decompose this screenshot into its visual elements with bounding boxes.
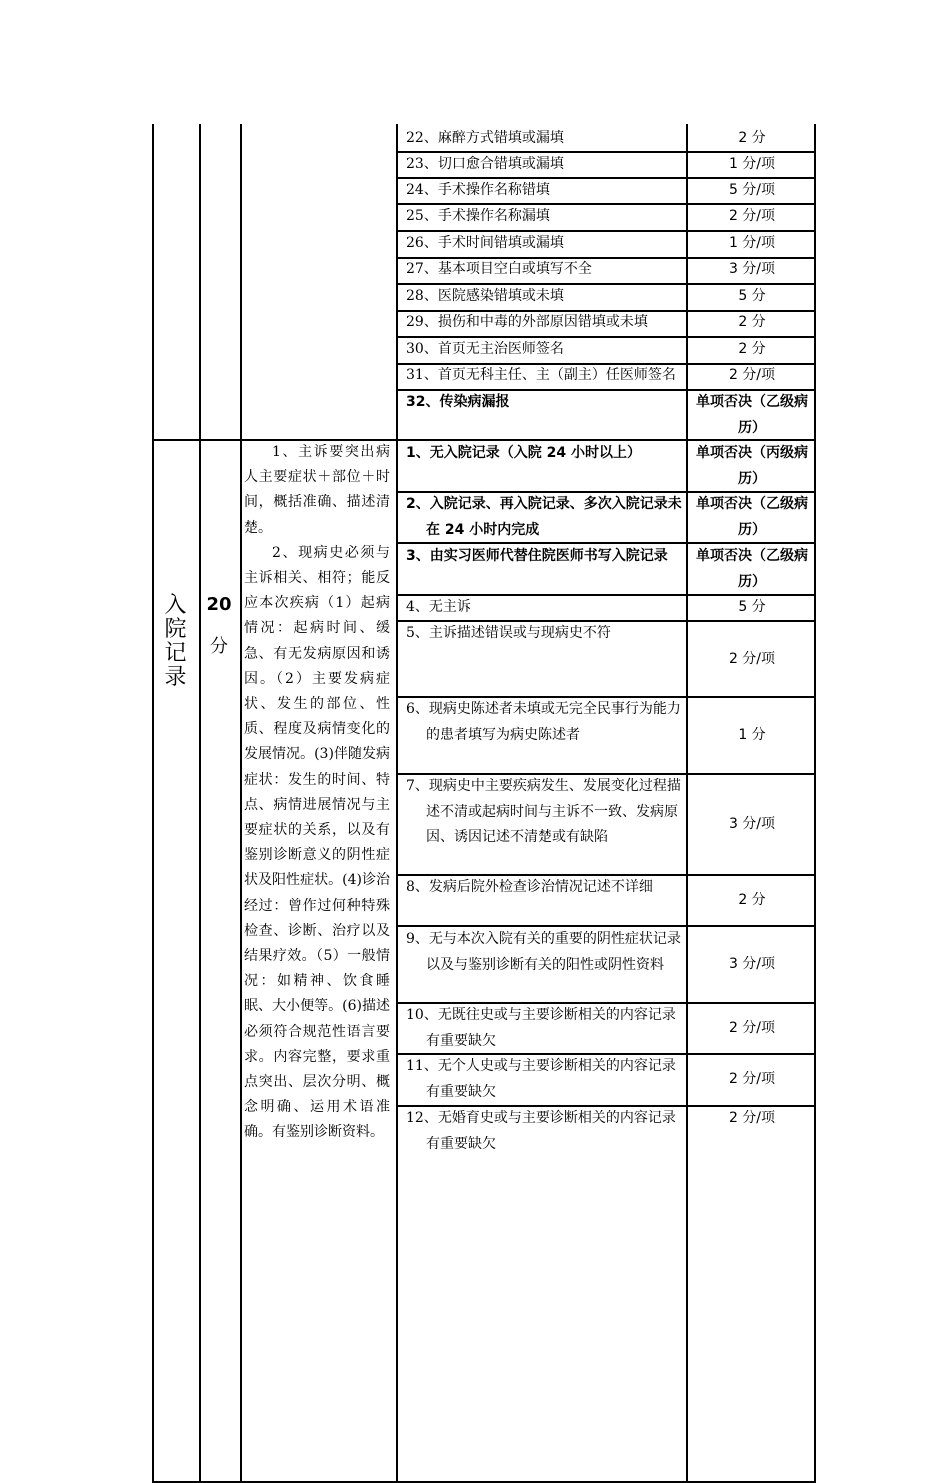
deduction-score: 2 分 xyxy=(738,130,766,146)
section-requirements xyxy=(244,440,390,1146)
deduction-item: 5、主诉描述错误或与现病史不符 xyxy=(406,625,611,641)
table-border-left xyxy=(152,124,154,1482)
deduction-score: 5 分 xyxy=(738,288,766,304)
deduction-item: 32、传染病漏报 xyxy=(406,394,510,410)
section-points-unit: 分 xyxy=(210,636,228,657)
deduction-score: 1 分 xyxy=(738,727,766,743)
deduction-score: 2 分/项 xyxy=(728,367,776,383)
deduction-item: 10、无既往史或与主要诊断相关的内容记录有重要缺欠 xyxy=(406,1007,676,1049)
deduction-score: 单项否决（乙级病历） xyxy=(696,394,808,436)
deduction-item: 6、现病史陈述者未填或无完全民事行为能力的患者填写为病史陈述者 xyxy=(406,701,681,743)
deduction-score: 2 分/项 xyxy=(728,651,776,667)
deduction-item: 22、麻醉方式错填或漏填 xyxy=(406,130,564,146)
table-divider xyxy=(396,124,398,1482)
deduction-item: 27、基本项目空白或填写不全 xyxy=(406,261,592,277)
deduction-item: 11、无个人史或与主要诊断相关的内容记录有重要缺欠 xyxy=(406,1058,676,1100)
table-divider xyxy=(199,124,201,1482)
deduction-score: 2 分/项 xyxy=(728,1110,776,1126)
scoring-table xyxy=(152,124,816,1482)
deduction-score: 单项否决（丙级病历） xyxy=(696,445,808,487)
deduction-item: 4、无主诉 xyxy=(406,599,471,615)
requirement-paragraph: 1、主诉要突出病人主要症状＋部位＋时间，概括准确、描述清楚。 xyxy=(244,444,390,536)
table-border-bottom xyxy=(152,1481,816,1483)
deduction-score: 2 分 xyxy=(738,341,766,357)
deduction-score: 单项否决（乙级病历） xyxy=(696,548,808,590)
table-divider xyxy=(240,124,242,1482)
deduction-item: 2、入院记录、再入院记录、多次入院记录未在 24 小时内完成 xyxy=(406,496,682,538)
deduction-item: 3、由实习医师代替住院医师书写入院记录 xyxy=(406,548,668,564)
deduction-score: 2 分/项 xyxy=(728,208,776,224)
deduction-score: 2 分 xyxy=(738,314,766,330)
deduction-item: 7、现病史中主要疾病发生、发展变化过程描述不清或起病时间与主诉不一致、发病原因、诱因记述不清楚或有缺陷 xyxy=(406,778,681,845)
deduction-score: 2 分/项 xyxy=(728,1020,776,1036)
deduction-item: 1、无入院记录（入院 24 小时以上） xyxy=(406,445,641,461)
deduction-item: 9、无与本次入院有关的重要的阴性症状记录以及与鉴别诊断有关的阳性或阴性资料 xyxy=(406,931,681,973)
deduction-item: 26、手术时间错填或漏填 xyxy=(406,235,564,251)
deduction-score: 5 分 xyxy=(738,599,766,615)
requirement-paragraph: 2、现病史必须与主诉相关、相符；能反应本次疾病（1）起病情况：起病时间、缓急、有无发病原因和诱因。（2）主要发病症状、发生的部位、性质、程度及病情变化的发展情况。(3)伴随发病症状：发生的时间、特点、病情进展情况与主要症状的关系，以及有鉴别诊断意义的阴性症状及阳性症状。(4)诊治经过：曾作过何种特殊检查、诊断、治疗以及结果疗效。（5）一般情况：如精神、饮食睡眠、大小便等。(6)描述必须符合规范性语言要求。内容完整，要求重点突出、层次分明、概念明确、运用术语准确。有鉴别诊断资料。 xyxy=(244,544,390,1141)
deduction-item: 23、切口愈合错填或漏填 xyxy=(406,156,564,172)
deduction-item: 30、首页无主治医师签名 xyxy=(406,341,564,357)
section-points-number: 20 xyxy=(206,594,232,615)
deduction-item: 8、发病后院外检查诊治情况记述不详细 xyxy=(406,879,653,895)
section-title xyxy=(152,594,199,690)
deduction-score: 1 分/项 xyxy=(728,156,776,172)
section-points xyxy=(199,590,239,662)
deduction-score: 1 分/项 xyxy=(728,235,776,251)
deduction-item: 28、医院感染错填或未填 xyxy=(406,288,564,304)
deduction-score: 2 分/项 xyxy=(728,1071,776,1087)
deduction-score: 单项否决（乙级病历） xyxy=(696,496,808,538)
deduction-score: 2 分 xyxy=(738,892,766,908)
deduction-item: 25、手术操作名称漏填 xyxy=(406,208,550,224)
deduction-score: 3 分/项 xyxy=(728,261,776,277)
deduction-item: 29、损伤和中毒的外部原因错填或未填 xyxy=(406,314,648,330)
deduction-score: 5 分/项 xyxy=(728,182,776,198)
deduction-score: 3 分/项 xyxy=(728,956,776,972)
deduction-item: 24、手术操作名称错填 xyxy=(406,182,550,198)
deduction-item: 12、无婚育史或与主要诊断相关的内容记录有重要缺欠 xyxy=(406,1110,676,1152)
deduction-score: 3 分/项 xyxy=(728,816,776,832)
section-title-text: 入院记录 xyxy=(164,593,187,690)
deduction-item: 31、首页无科主任、主（副主）任医师签名 xyxy=(406,367,676,383)
